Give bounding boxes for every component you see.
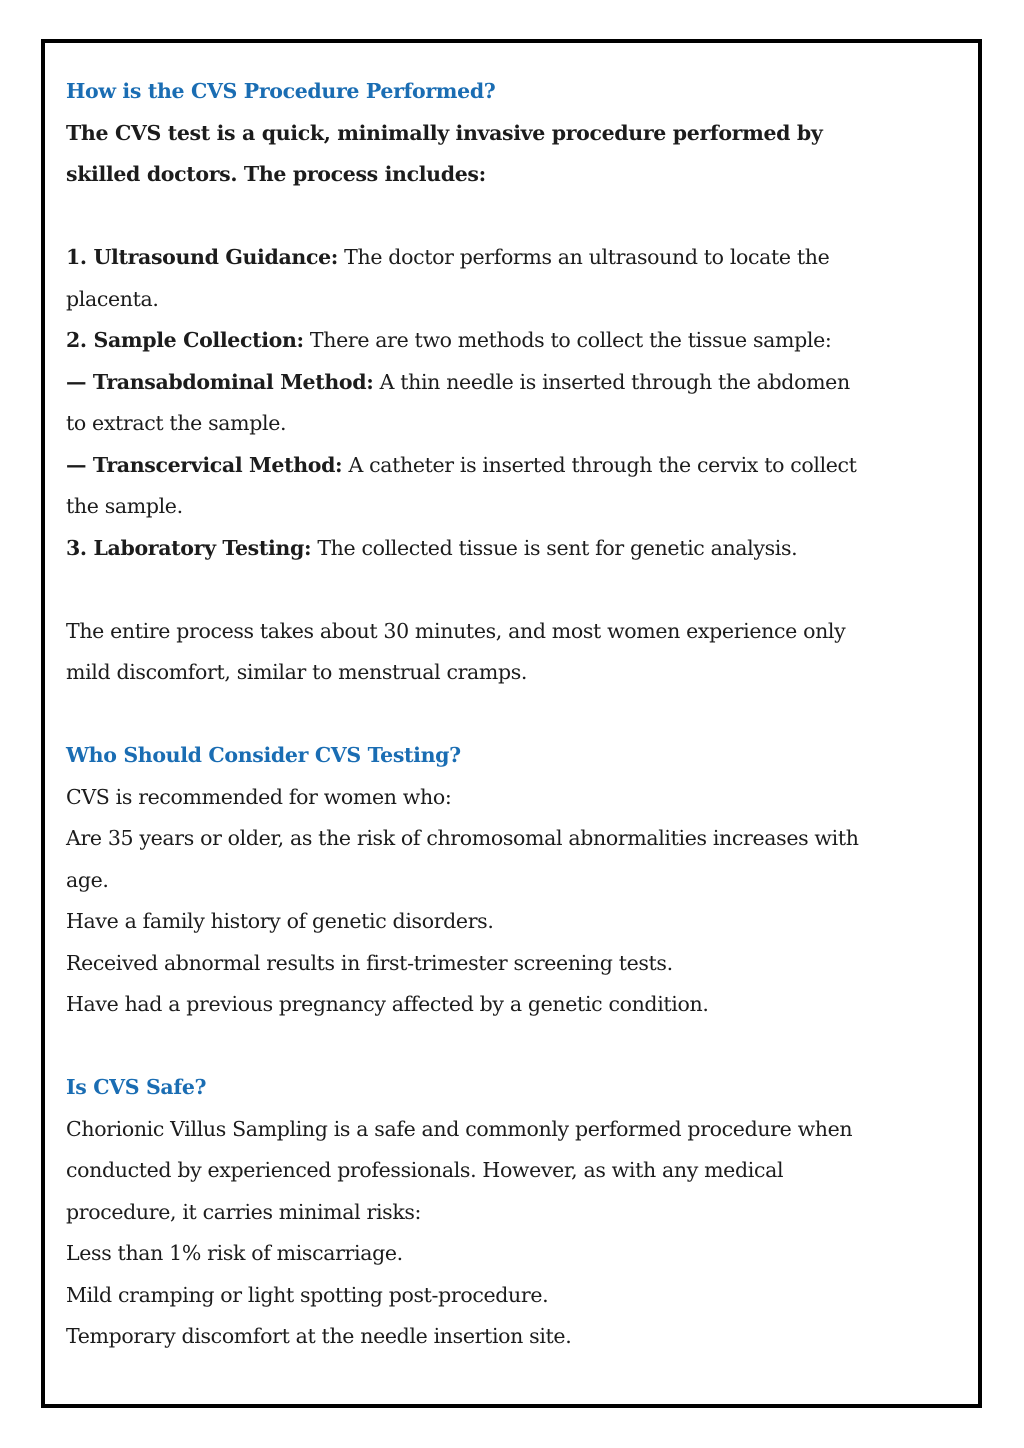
body-line: Chorionic Villus Sampling is a safe and commonly performed procedure when	[66, 1116, 853, 1141]
paragraph-gap	[66, 196, 971, 238]
step-label: 1. Ultrasound Guidance:	[66, 245, 339, 269]
step-label: 2. Sample Collection:	[66, 328, 304, 352]
step-label: 3. Laboratory Testing:	[66, 535, 312, 560]
closing-line: The entire process takes about 30 minutes, and most women experience only	[66, 618, 846, 643]
step-continuation: placenta.	[66, 286, 159, 311]
method-label: — Transcervical Method:	[66, 452, 343, 477]
paragraph-gap	[66, 694, 971, 736]
document-content	[66, 71, 971, 1358]
section-heading-is-cvs-safe: Is CVS Safe?	[66, 1075, 207, 1099]
method-transabdominal	[66, 362, 971, 404]
body-line: Are 35 years or older, as the risk of chromosomal abnormalities increases with	[66, 826, 859, 850]
body-line: procedure, it carries minimal risks:	[66, 1199, 422, 1224]
body-line: Less than 1% risk of miscarriage.	[66, 1241, 403, 1265]
intro-line: The CVS test is a quick, minimally invasive procedure performed by	[66, 120, 823, 145]
method-label: — Transabdominal Method:	[66, 369, 374, 394]
step-text: There are two methods to collect the tissue sample:	[303, 328, 832, 352]
method-continuation: the sample.	[66, 494, 183, 518]
method-transcervical	[66, 445, 971, 487]
paragraph-gap	[66, 569, 971, 611]
step-laboratory-testing	[66, 528, 971, 570]
closing-line: mild discomfort, similar to menstrual cramps.	[66, 660, 528, 684]
paragraph-gap	[66, 1026, 971, 1068]
body-line: Received abnormal results in first-trimester screening tests.	[66, 950, 673, 975]
intro-line: skilled doctors. The process includes:	[66, 162, 486, 186]
body-line: Mild cramping or light spotting post-procedure.	[66, 1282, 549, 1307]
method-continuation: to extract the sample.	[66, 411, 287, 435]
section-heading-who-should-consider: Who Should Consider CVS Testing?	[66, 743, 461, 767]
section-heading-procedure: How is the CVS Procedure Performed?	[66, 79, 496, 103]
step-ultrasound-guidance	[66, 237, 971, 279]
document-frame	[41, 39, 982, 1408]
step-text: The collected tissue is sent for genetic analysis.	[311, 535, 798, 560]
body-line: conducted by experienced professionals. However, as with any medical	[66, 1158, 784, 1182]
body-line: age.	[66, 867, 109, 892]
body-line: CVS is recommended for women who:	[66, 784, 452, 809]
body-line: Have a family history of genetic disorders.	[66, 909, 494, 933]
method-text: A thin needle is inserted through the abdomen	[373, 369, 850, 394]
step-sample-collection	[66, 320, 971, 362]
method-text: A catheter is inserted through the cervix to collect	[342, 452, 857, 477]
body-line: Have had a previous pregnancy affected by a genetic condition.	[66, 992, 709, 1016]
step-text: The doctor performs an ultrasound to locate the	[338, 245, 830, 269]
body-line: Temporary discomfort at the needle insertion site.	[66, 1324, 572, 1348]
